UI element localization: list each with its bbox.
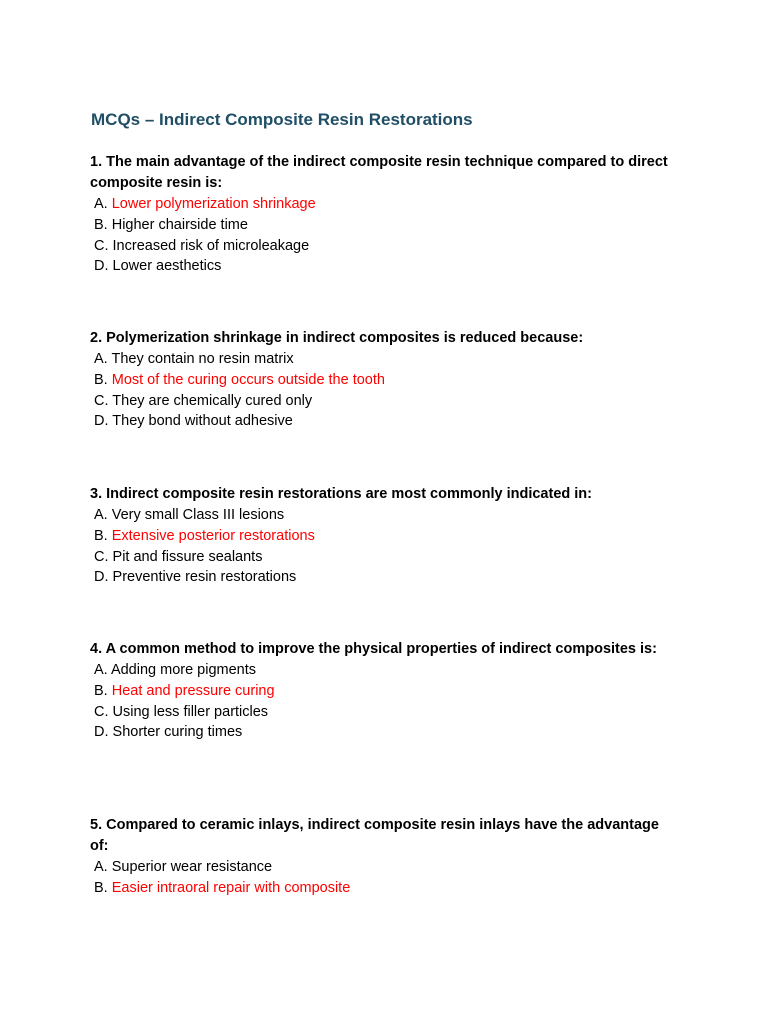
option-text: Lower aesthetics — [112, 258, 222, 275]
question-text: 4. A common method to improve the physical properties of indirect composites is: — [90, 641, 657, 657]
option-letter: B. — [94, 682, 108, 699]
option-text: Shorter curing times — [112, 724, 243, 741]
option-b — [90, 370, 680, 391]
option-text: Using less filler particles — [112, 703, 269, 720]
option-letter: C. — [94, 703, 109, 720]
option-text: They are chemically cured only — [112, 392, 313, 409]
option-letter: A. — [94, 859, 108, 875]
option-d — [90, 256, 680, 277]
option-b — [90, 681, 680, 702]
question-3 — [90, 484, 680, 588]
option-a — [90, 660, 680, 681]
option-c — [90, 236, 680, 257]
option-a — [90, 349, 680, 370]
option-text: Very small Class III lesions — [111, 507, 285, 523]
option-letter: C. — [94, 548, 109, 565]
option-text: Superior wear resistance — [111, 859, 273, 875]
option-c — [90, 547, 680, 568]
option-a — [90, 505, 680, 526]
option-c — [90, 391, 680, 412]
option-letter: C. — [94, 237, 109, 254]
option-b — [90, 526, 680, 547]
option-text: They contain no resin matrix — [111, 351, 294, 367]
question-text: 5. Compared to ceramic inlays, indirect composite resin inlays have the advantage of: — [90, 817, 659, 854]
option-b — [90, 215, 680, 236]
question-5 — [90, 815, 680, 899]
option-text: Increased risk of microleakage — [112, 237, 310, 254]
option-letter: D. — [94, 724, 109, 741]
option-a — [90, 194, 680, 215]
question-1 — [90, 152, 680, 277]
option-text: They bond without adhesive — [112, 413, 293, 430]
option-letter: C. — [94, 392, 109, 409]
option-letter: B. — [94, 527, 108, 544]
option-text: Extensive posterior restorations — [111, 527, 315, 544]
question-text: 2. Polymerization shrinkage in indirect composites is reduced because: — [90, 330, 584, 346]
question-text: 3. Indirect composite resin restorations are most commonly indicated in: — [90, 486, 592, 502]
question-2 — [90, 328, 680, 432]
option-text: Higher chairside time — [111, 216, 248, 233]
option-letter: B. — [94, 371, 108, 388]
option-letter: A. — [94, 507, 108, 523]
option-text: Lower polymerization shrinkage — [111, 196, 316, 212]
option-letter: D. — [94, 569, 109, 586]
option-letter: B. — [94, 879, 108, 896]
option-letter: A. — [94, 662, 108, 678]
page-title: MCQs – Indirect Composite Resin Restorations — [91, 110, 473, 129]
option-d — [90, 411, 680, 432]
option-text: Heat and pressure curing — [111, 682, 275, 699]
option-text: Adding more pigments — [110, 662, 257, 678]
option-text: Pit and fissure sealants — [112, 548, 263, 565]
option-text: Preventive resin restorations — [112, 569, 297, 586]
option-letter: B. — [94, 216, 108, 233]
option-d — [90, 567, 680, 588]
question-4 — [90, 639, 680, 743]
option-letter: A. — [94, 196, 108, 212]
option-d — [90, 722, 680, 743]
option-letter: D. — [94, 258, 109, 275]
option-a — [90, 857, 680, 878]
option-letter: D. — [94, 413, 109, 430]
option-c — [90, 702, 680, 723]
option-b — [90, 878, 680, 899]
option-text: Most of the curing occurs outside the tooth — [111, 371, 385, 388]
option-text: Easier intraoral repair with composite — [111, 879, 351, 896]
question-text: 1. The main advantage of the indirect composite resin technique compared to direct composite resin is: — [90, 154, 668, 191]
option-letter: A. — [94, 351, 108, 367]
